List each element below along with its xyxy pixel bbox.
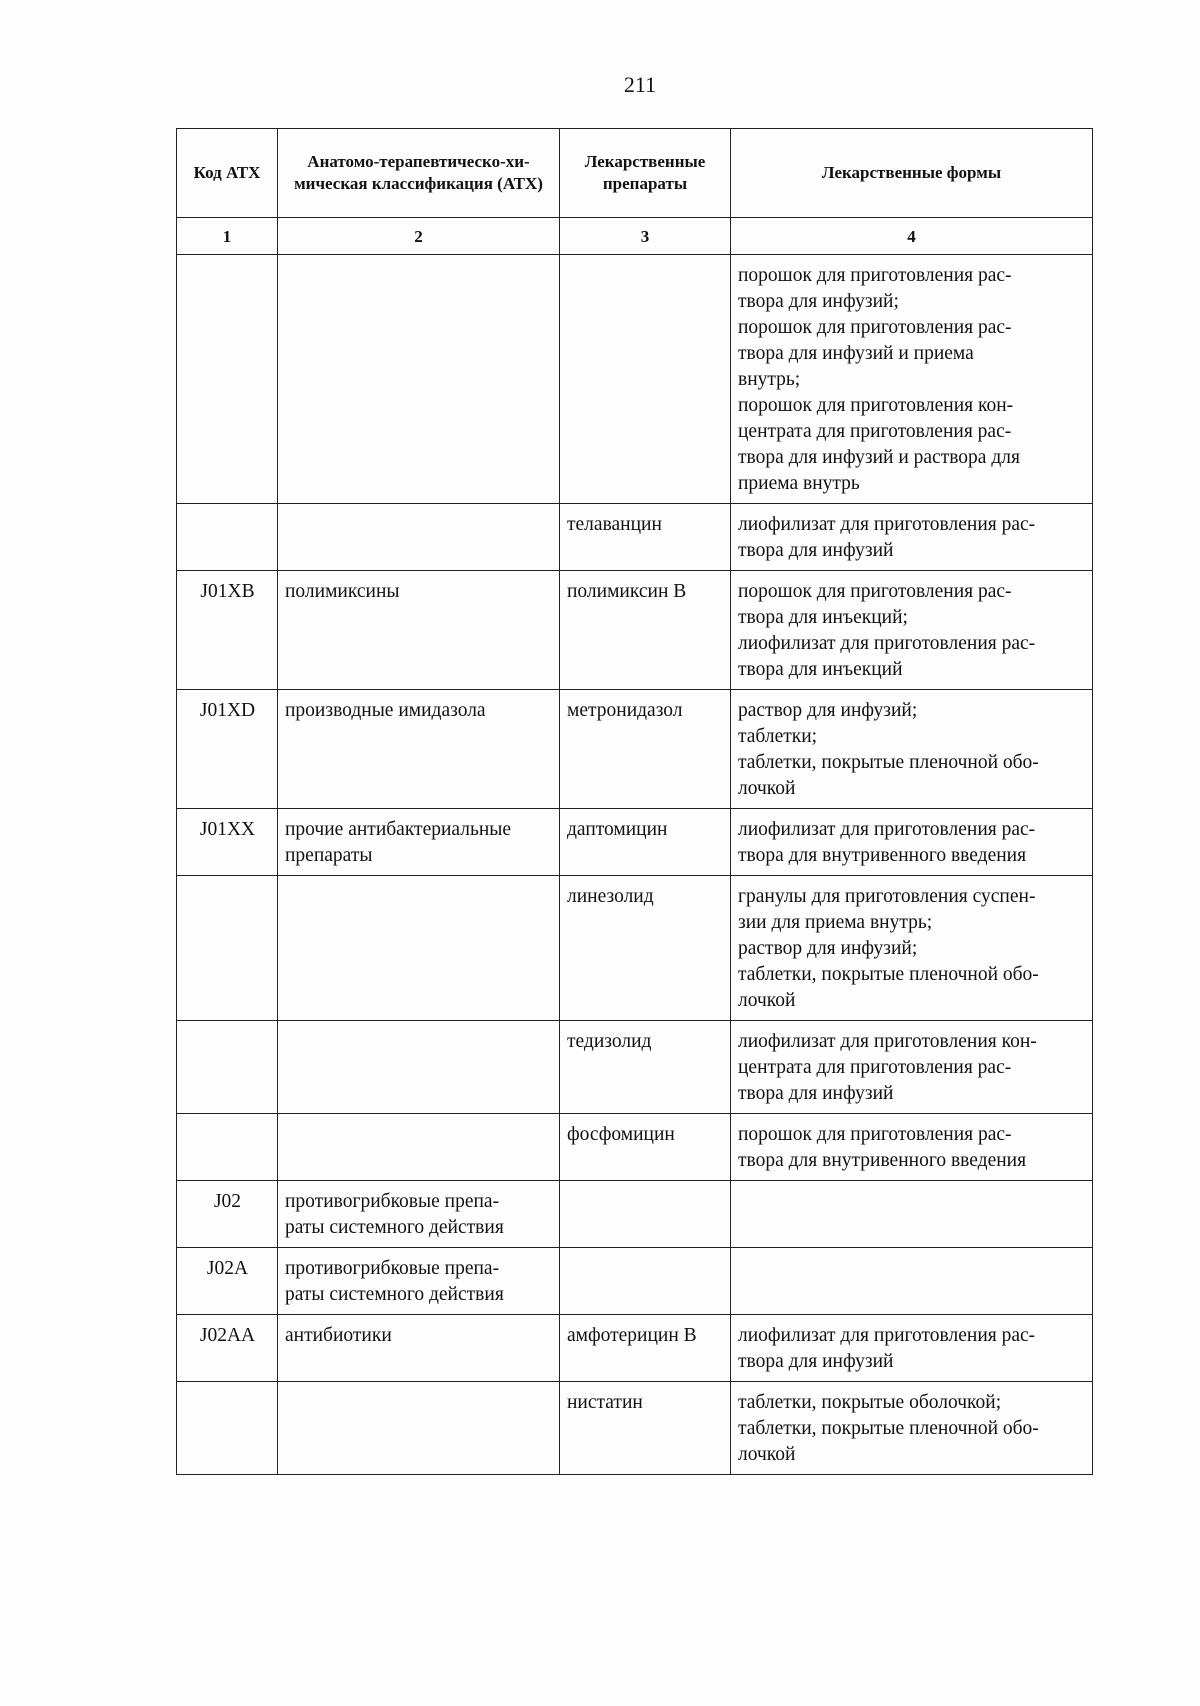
dosage-forms-cell: таблетки, покрытые оболочкой; таблетки, покрытые пленочной обо- лочкой bbox=[731, 1382, 1093, 1475]
header-atc-code: Код АТХ bbox=[177, 129, 278, 218]
dosage-forms-cell: порошок для приготовления рас- твора для инфузий; порошок для приготовления рас- твора для инфузий и приема внутрь; порошок для приготовления кон- центрата для приготовления рас- твора для инфузий и раствора для приема внутрь bbox=[731, 255, 1093, 504]
page-number: 211 bbox=[623, 72, 657, 97]
column-number: 3 bbox=[560, 218, 731, 255]
classification-cell bbox=[278, 1114, 560, 1181]
classification-cell: антибиотики bbox=[278, 1315, 560, 1382]
dosage-forms-cell: гранулы для приготовления суспен- зии для приема внутрь; раствор для инфузий; таблетки, покрытые пленочной обо- лочкой bbox=[731, 876, 1093, 1021]
drug-name-cell bbox=[560, 1248, 731, 1315]
atc-code-cell bbox=[177, 876, 278, 1021]
drug-name-cell: метронидазол bbox=[560, 690, 731, 809]
classification-cell bbox=[278, 876, 560, 1021]
atc-code-cell bbox=[177, 1021, 278, 1114]
dosage-forms-cell: порошок для приготовления рас- твора для внутривенного введения bbox=[731, 1114, 1093, 1181]
table-row bbox=[177, 1382, 1093, 1475]
header-row bbox=[177, 129, 1093, 218]
classification-cell: полимиксины bbox=[278, 571, 560, 690]
dosage-forms-cell: раствор для инфузий; таблетки; таблетки, покрытые пленочной обо- лочкой bbox=[731, 690, 1093, 809]
table-row bbox=[177, 1248, 1093, 1315]
table-body bbox=[177, 255, 1093, 1475]
atc-drug-table bbox=[176, 128, 1093, 1475]
drug-name-cell: фосфомицин bbox=[560, 1114, 731, 1181]
header-drugs: Лекарственные препараты bbox=[560, 129, 731, 218]
dosage-forms-cell bbox=[731, 1181, 1093, 1248]
dosage-forms-cell: лиофилизат для приготовления рас- твора для инфузий bbox=[731, 504, 1093, 571]
classification-cell: противогрибковые препа- раты системного действия bbox=[278, 1181, 560, 1248]
drug-name-cell bbox=[560, 255, 731, 504]
drug-name-cell bbox=[560, 1181, 731, 1248]
classification-cell: противогрибковые препа- раты системного действия bbox=[278, 1248, 560, 1315]
drug-name-cell: амфотерицин В bbox=[560, 1315, 731, 1382]
dosage-forms-cell: порошок для приготовления рас- твора для инъекций; лиофилизат для приготовления рас- твора для инъекций bbox=[731, 571, 1093, 690]
drug-name-cell: линезолид bbox=[560, 876, 731, 1021]
atc-code-cell bbox=[177, 504, 278, 571]
drug-name-cell: полимиксин В bbox=[560, 571, 731, 690]
classification-cell bbox=[278, 1382, 560, 1475]
dosage-forms-cell: лиофилизат для приготовления рас- твора для внутривенного введения bbox=[731, 809, 1093, 876]
table-row bbox=[177, 809, 1093, 876]
table-row bbox=[177, 690, 1093, 809]
table-row bbox=[177, 571, 1093, 690]
atc-code-cell: J02 bbox=[177, 1181, 278, 1248]
classification-cell: прочие антибактериальные препараты bbox=[278, 809, 560, 876]
header-classification: Анатомо-терапевтическо-хи-мическая классификация (АТХ) bbox=[278, 129, 560, 218]
column-number: 4 bbox=[731, 218, 1093, 255]
dosage-forms-cell: лиофилизат для приготовления кон- центрата для приготовления рас- твора для инфузий bbox=[731, 1021, 1093, 1114]
table-row bbox=[177, 255, 1093, 504]
drug-name-cell: телаванцин bbox=[560, 504, 731, 571]
column-number: 2 bbox=[278, 218, 560, 255]
classification-cell bbox=[278, 255, 560, 504]
table-row bbox=[177, 876, 1093, 1021]
drug-name-cell: тедизолид bbox=[560, 1021, 731, 1114]
atc-code-cell: J01XX bbox=[177, 809, 278, 876]
drug-name-cell: даптомицин bbox=[560, 809, 731, 876]
table-row bbox=[177, 1114, 1093, 1181]
atc-code-cell bbox=[177, 1114, 278, 1181]
table-row bbox=[177, 1021, 1093, 1114]
drug-name-cell: нистатин bbox=[560, 1382, 731, 1475]
column-number-row bbox=[177, 218, 1093, 255]
dosage-forms-cell bbox=[731, 1248, 1093, 1315]
atc-code-cell: J02A bbox=[177, 1248, 278, 1315]
atc-code-cell bbox=[177, 1382, 278, 1475]
atc-code-cell: J01XD bbox=[177, 690, 278, 809]
table-row bbox=[177, 504, 1093, 571]
atc-code-cell: J01XB bbox=[177, 571, 278, 690]
atc-code-cell bbox=[177, 255, 278, 504]
classification-cell bbox=[278, 1021, 560, 1114]
classification-cell: производные имидазола bbox=[278, 690, 560, 809]
classification-cell bbox=[278, 504, 560, 571]
atc-code-cell: J02AA bbox=[177, 1315, 278, 1382]
table-row bbox=[177, 1181, 1093, 1248]
table-row bbox=[177, 1315, 1093, 1382]
dosage-forms-cell: лиофилизат для приготовления рас- твора для инфузий bbox=[731, 1315, 1093, 1382]
column-number: 1 bbox=[177, 218, 278, 255]
header-dosage-forms: Лекарственные формы bbox=[731, 129, 1093, 218]
